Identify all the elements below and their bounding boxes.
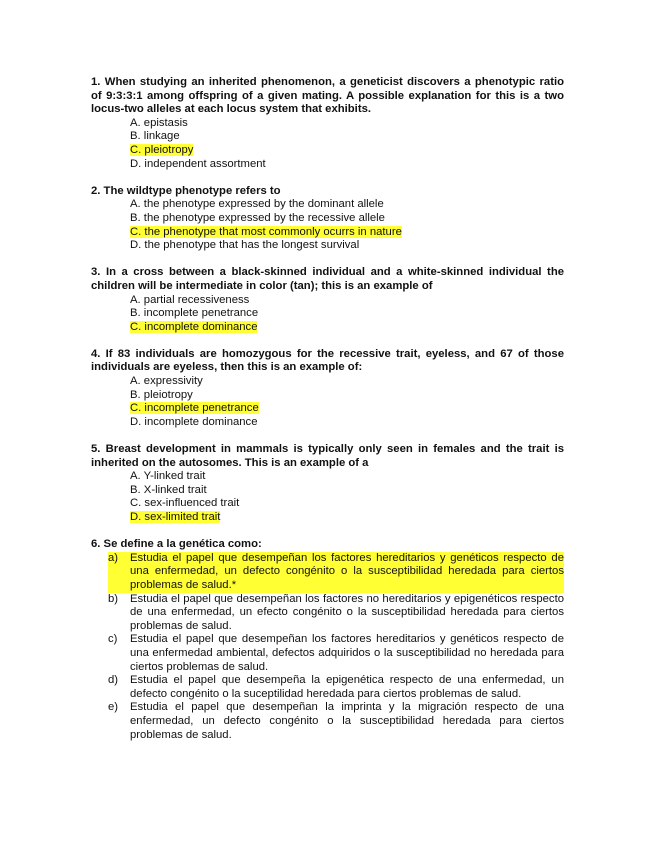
option-text: C. sex-influenced trait [130,497,240,510]
option-text: B. the phenotype expressed by the recessive allele [130,211,385,224]
option-text: A. Y-linked trait [130,470,206,483]
option-text: A. epistasis [130,116,188,129]
option-item [108,674,564,701]
option-list [91,117,564,171]
highlighted-answer: D. sex-limited trait [130,511,221,523]
option-list [91,552,564,742]
option-item-answer [130,402,564,416]
option-letter: d) [108,674,119,687]
quiz-content [91,76,564,756]
question-1 [91,76,564,171]
option-item [130,375,564,389]
option-item [130,307,564,321]
option-list [91,294,564,335]
question-stem: 5. Breast development in mammals is typically only seen in females and the trait is inherited on the autosomes. This is an example of a [91,443,564,469]
option-item [130,416,564,430]
question-6 [91,538,564,742]
option-item-answer [130,511,564,525]
option-item [108,633,564,674]
option-item-answer [130,226,564,240]
option-item [130,294,564,308]
option-text: B. incomplete penetrance [130,307,259,320]
option-item [130,158,564,172]
option-text: B. X-linked trait [130,483,207,496]
option-text: Estudia el papel que desempeña la epigenética respecto de una enfermedad, un defecto congénito o la suceptilidad heredada para ciertos problemas de salud. [130,674,564,700]
option-text: A. the phenotype expressed by the dominant allele [130,198,384,211]
option-letter: c) [108,633,118,646]
option-item [130,239,564,253]
option-item-answer [130,144,564,158]
option-item [130,198,564,212]
option-text: Estudia el papel que desempeñan la imprinta y la migración respecto de una enfermedad, un defecto congénito o la susceptibilidad heredada para ciertos problemas de salud. [130,701,564,741]
highlighted-answer: Estudia el papel que desempeñan los factores hereditarios y genéticos respecto de una enfermedad, un defecto congénito o la susceptibilidad heredada para ciertos problemas de salud.* [130,551,564,591]
option-text: Estudia el papel que desempeñan los factores hereditarios y genéticos respecto de una enfermedad ambiental, defectos adquiridos o la susceptibilidad no heredada para ciertos problemas de salud. [130,633,564,673]
option-item [130,117,564,131]
option-text: A. expressivity [130,375,203,388]
option-text: B. linkage [130,130,180,143]
option-text: B. pleiotropy [130,388,193,401]
option-letter: b) [108,592,119,605]
question-stem: 3. In a cross between a black-skinned individual and a white-skinned individual the children will be intermediate in color (tan); this is an example of [91,266,564,292]
option-list [91,198,564,252]
question-stem: 4. If 83 individuals are homozygous for the recessive trait, eyeless, and 67 of those individuals are eyeless, then this is an example of: [91,347,564,374]
option-letter: e) [108,701,119,714]
question-stem: 6. Se define a la genética como: [91,538,262,551]
option-item [130,484,564,498]
option-list [91,470,564,524]
option-letter: a) [108,552,130,593]
highlighted-answer: C. incomplete dominance [130,320,258,333]
highlighted-answer: C. the phenotype that most commonly ocurrs in nature [130,225,402,238]
question-3 [91,266,564,334]
option-item [130,130,564,144]
option-item-answer [108,552,564,593]
option-item [130,212,564,226]
highlighted-answer: C. pleiotropy [130,143,194,156]
option-text: D. independent assortment [130,157,266,170]
question-stem: 1. When studying an inherited phenomenon, a geneticist discovers a phenotypic ratio of 9:3:3:1 among offspring of a given mating. A possible explanation for this is a two locus-two alleles at each locus system that exhibits. [91,76,564,116]
question-5 [91,443,564,525]
option-text: Estudia el papel que desempeñan los factores no hereditarios y epigenéticos respecto de una enfermedad, un efecto congénito o la susceptibilidad heredada para ciertos problemas de salud. [130,592,564,632]
question-stem: 2. The wildtype phenotype refers to [91,184,281,197]
option-item [108,593,564,634]
option-text: A. partial recessiveness [130,293,250,306]
highlighted-answer: C. incomplete penetrance [130,402,259,415]
option-text: D. incomplete dominance [130,415,258,428]
option-item-answer [130,321,564,335]
option-item [130,389,564,403]
question-4 [91,348,564,430]
question-2 [91,185,564,253]
option-item [108,701,564,742]
option-item [130,497,564,511]
option-list [91,375,564,429]
option-item [130,470,564,484]
option-text: D. the phenotype that has the longest survival [130,239,360,252]
